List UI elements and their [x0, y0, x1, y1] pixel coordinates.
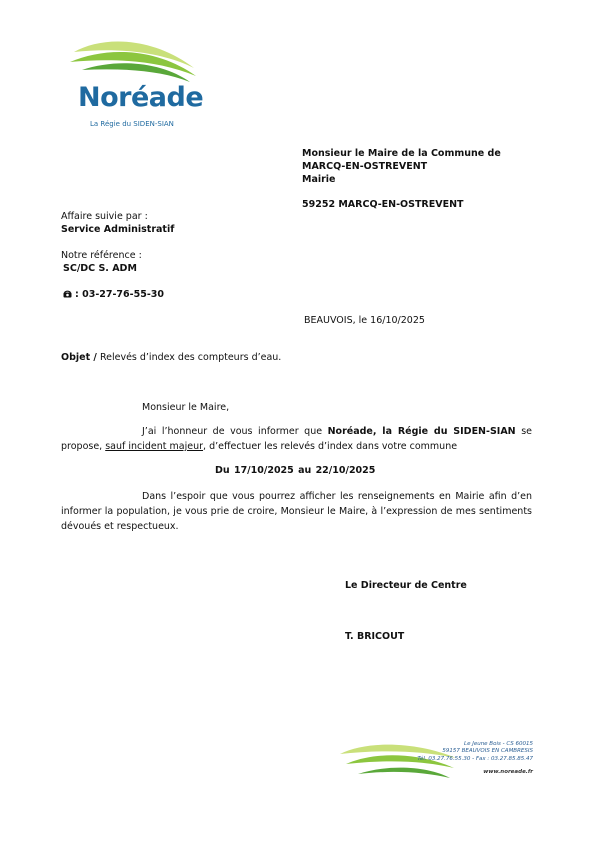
p1-part-c: se propose,: [61, 426, 532, 452]
phone-line: [63, 289, 164, 300]
recipient-line-2: MARCQ-EN-OSTREVENT: [302, 161, 428, 172]
paragraph-1: [61, 424, 532, 454]
subject-text: Relevés d’index des compteurs d’eau.: [99, 352, 282, 363]
footer-address: [417, 741, 533, 776]
p1-incident: sauf incident majeur: [105, 441, 204, 452]
signature-title: Le Directeur de Centre: [345, 580, 467, 591]
p1-part-e: , d’effectuer les relevés d’index dans votre commune: [203, 441, 458, 452]
salutation: Monsieur le Maire,: [142, 402, 230, 413]
footer-address-2: 59157 BEAUVOIS EN CAMBRESIS: [442, 748, 533, 755]
affaire-label: Affaire suivie par :: [61, 211, 148, 222]
phone-number: : 03-27-76-55-30: [75, 289, 164, 300]
place-date: BEAUVOIS, le 16/10/2025: [304, 315, 425, 326]
recipient-line-4: 59252 MARCQ-EN-OSTREVENT: [302, 199, 464, 210]
footer-contact: Tél. 03.27.76.55.30 - Fax : 03.27.85.85.47: [417, 755, 533, 762]
reference-value: SC/DC S. ADM: [63, 263, 137, 274]
recipient-line-1: Monsieur le Maire de la Commune de: [302, 148, 501, 159]
p1-part-a: J’ai l’honneur de vous informer que: [142, 426, 328, 437]
brand-tagline: La Régie du SIDEN-SIAN: [90, 120, 174, 128]
signature-name: T. BRICOUT: [345, 631, 405, 642]
p1-org-name: Noréade, la Régie du SIDEN-SIAN: [327, 426, 516, 437]
paragraph-2: Dans l’espoir que vous pourrez afficher les renseignements en Mairie afin d’en informer la population, je vous prie de croire, Monsieur le Maire, à l’expression de mes sentiments dévoués et respectueux.: [61, 491, 532, 532]
subject-line: [61, 352, 281, 363]
affaire-value: Service Administratif: [61, 224, 175, 235]
reading-dates: Du 17/10/2025 au 22/10/2025: [215, 465, 376, 476]
footer-address-1: Le Jeune Bois - CS 60015: [464, 741, 533, 747]
noreade-logo: [62, 38, 202, 133]
telephone-icon: [63, 290, 72, 298]
swoosh-graphic: [62, 38, 202, 88]
footer-website[interactable]: www.noreade.fr: [483, 768, 533, 775]
recipient-line-3: Mairie: [302, 174, 336, 185]
brand-name: Noréade: [78, 82, 204, 113]
reference-label: Notre référence :: [61, 250, 142, 261]
subject-label: Objet /: [61, 352, 97, 363]
